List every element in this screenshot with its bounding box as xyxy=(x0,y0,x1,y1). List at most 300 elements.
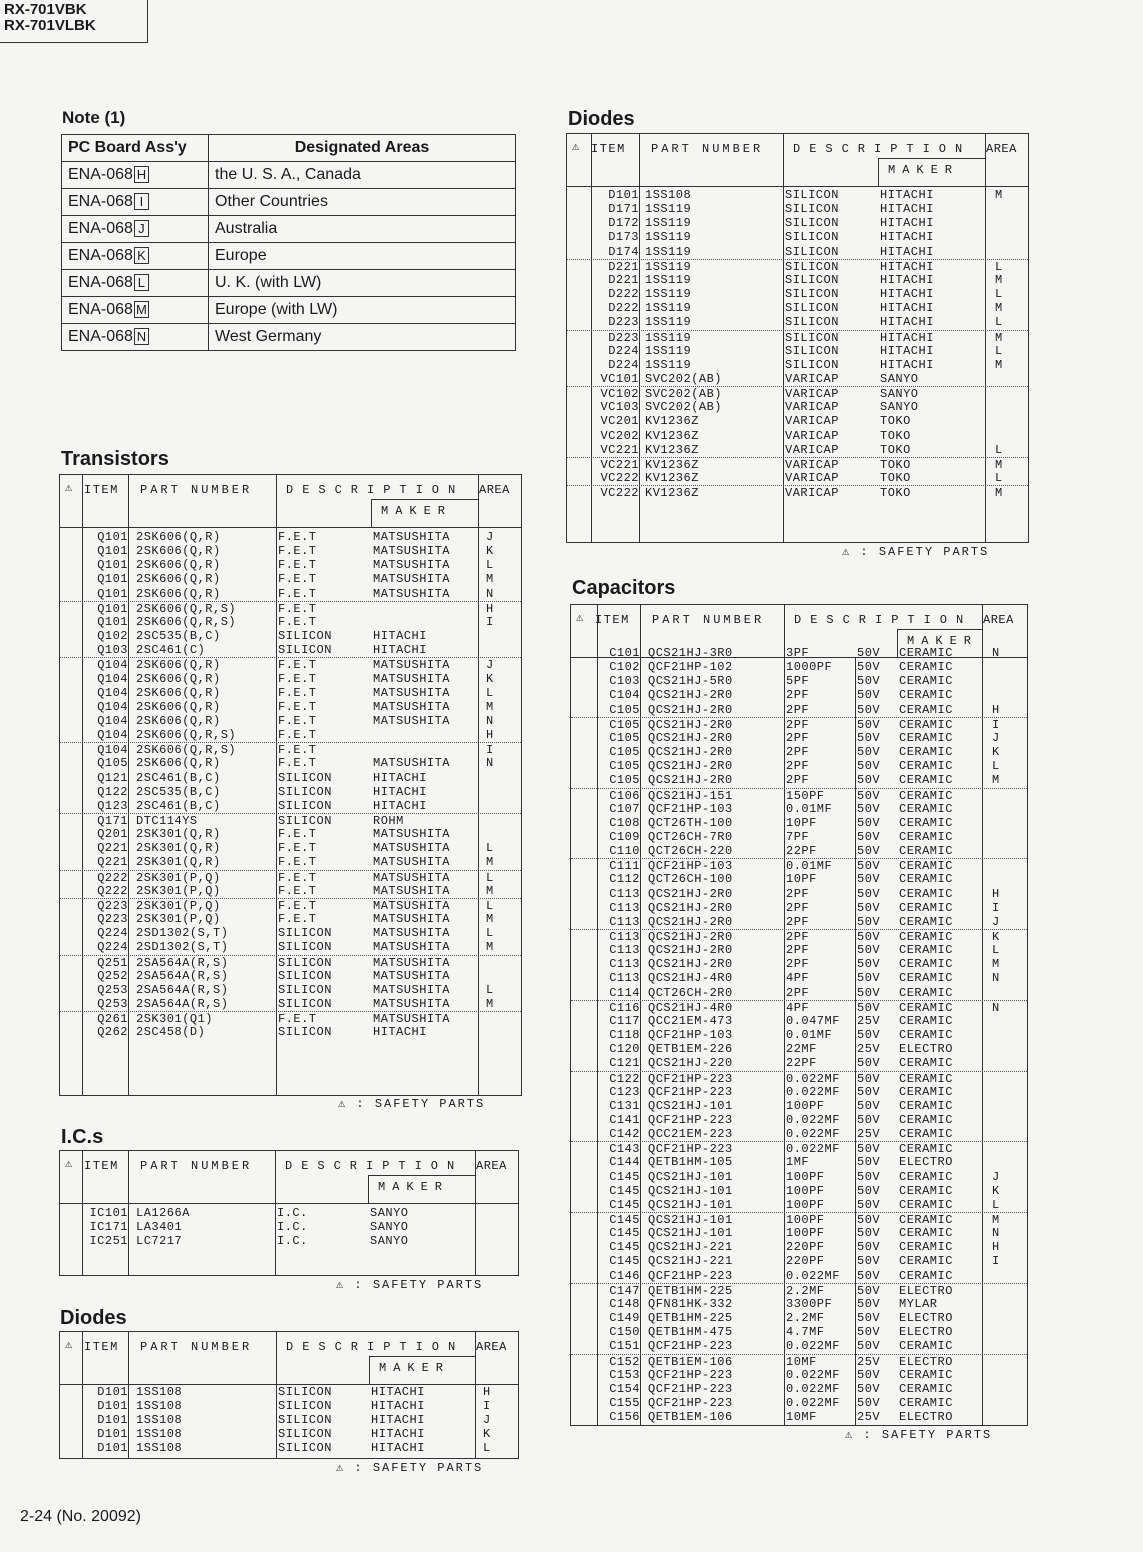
item-cell: IC251 xyxy=(89,1234,128,1248)
table-row xyxy=(571,1099,1027,1113)
voltage-cell: 50V xyxy=(857,872,881,887)
table-row xyxy=(60,969,521,983)
table-row xyxy=(571,957,1027,971)
part-number-cell: QCS21HJ-2R0 xyxy=(648,773,733,788)
voltage-cell: 50V xyxy=(857,801,881,816)
part-number-cell: 2SK606(Q,R) xyxy=(136,586,221,601)
voltage-cell: 50V xyxy=(857,717,881,732)
header-area: AREA xyxy=(476,1340,507,1354)
table-row xyxy=(571,1297,1027,1311)
area-cell: N xyxy=(486,756,494,771)
table-row xyxy=(60,572,521,586)
board-cell xyxy=(62,243,209,270)
table-row xyxy=(60,785,521,799)
transistors-title: Transistors xyxy=(61,448,169,470)
item-cell: C150 xyxy=(609,1325,640,1340)
col-board: PC Board Ass'y xyxy=(62,135,209,162)
description-cell: SILICON xyxy=(785,343,839,358)
type-cell: ELECTRO xyxy=(899,1042,953,1057)
table-row xyxy=(567,443,1028,457)
header-description: DESCRIPTION xyxy=(793,142,972,156)
maker-cell: HITACHI xyxy=(880,259,934,274)
maker-cell: HITACHI xyxy=(371,1427,425,1441)
type-cell: CERAMIC xyxy=(899,1183,953,1198)
maker-cell: HITACHI xyxy=(373,798,427,813)
description-cell: SILICON xyxy=(278,1413,332,1427)
item-cell: Q101 xyxy=(97,558,128,573)
table-row xyxy=(60,799,521,813)
item-cell: C113 xyxy=(609,930,640,944)
item-cell: C141 xyxy=(609,1112,640,1127)
type-cell: CERAMIC xyxy=(899,1197,953,1212)
value-cell: 0.022MF xyxy=(786,1112,840,1127)
item-cell: VC221 xyxy=(600,457,639,472)
part-number-cell: 2SK606(Q,R) xyxy=(136,658,221,673)
item-cell: C108 xyxy=(609,815,640,830)
area-cell: M xyxy=(992,773,1000,788)
item-cell: C145 xyxy=(609,1183,640,1198)
voltage-cell: 25V xyxy=(857,1127,881,1142)
part-number-cell: 2SK606(Q,R,S) xyxy=(136,743,237,758)
part-number-cell: KV1236Z xyxy=(645,457,699,472)
value-cell: 2PF xyxy=(786,985,810,1000)
item-cell: Q261 xyxy=(97,1012,128,1027)
description-cell: SILICON xyxy=(278,629,332,644)
voltage-cell: 50V xyxy=(857,646,881,660)
item-cell: VC222 xyxy=(600,486,639,501)
area-cell: L xyxy=(995,259,1003,274)
table-row xyxy=(60,1413,518,1427)
maker-cell: HITACHI xyxy=(371,1385,425,1399)
type-cell: CERAMIC xyxy=(899,829,953,844)
header-divider xyxy=(897,629,982,630)
area-cell: H xyxy=(486,601,494,616)
description-cell: SILICON xyxy=(278,1025,332,1040)
table-row xyxy=(60,870,521,885)
part-number-cell: QCS21HJ-2R0 xyxy=(648,730,733,745)
item-cell: Q262 xyxy=(97,1025,128,1040)
header-part-number: PART NUMBER xyxy=(140,483,253,497)
part-number-cell: 2SK301(Q,R) xyxy=(136,855,221,870)
voltage-cell: 50V xyxy=(857,1071,881,1086)
diodes-right-title: Diodes xyxy=(568,108,635,130)
value-cell: 10PF xyxy=(786,815,817,830)
item-cell: C113 xyxy=(609,971,640,986)
part-number-cell: QFN81HK-332 xyxy=(648,1296,733,1311)
value-cell: 0.047MF xyxy=(786,1013,840,1028)
header-area: AREA xyxy=(476,1159,507,1173)
description-cell: F.E.T xyxy=(278,898,317,913)
area-cell: K xyxy=(486,671,494,686)
table-row xyxy=(571,872,1027,886)
item-cell: Q104 xyxy=(97,743,128,758)
description-cell: VARICAP xyxy=(785,471,839,485)
voltage-cell: 50V xyxy=(857,1155,881,1170)
area-code: H xyxy=(134,166,149,183)
ics-table xyxy=(59,1150,519,1276)
part-number-cell: QCF21HP-223 xyxy=(648,1071,733,1086)
table-row xyxy=(571,1170,1027,1184)
maker-cell: MATSUSHITA xyxy=(373,572,451,587)
part-number-cell: 1SS119 xyxy=(645,202,692,217)
table-row xyxy=(571,1141,1027,1156)
value-cell: 0.022MF xyxy=(786,1084,840,1099)
maker-cell: TOKO xyxy=(880,428,911,443)
header-item: ITEM xyxy=(591,142,626,156)
type-cell: CERAMIC xyxy=(899,1226,953,1241)
voltage-cell: 50V xyxy=(857,1395,881,1410)
maker-cell: HITACHI xyxy=(371,1441,425,1455)
part-number-cell: QCF21HP-223 xyxy=(648,1112,733,1127)
header-divider xyxy=(878,158,985,159)
area-cell: M xyxy=(995,457,1003,472)
voltage-cell: 50V xyxy=(857,759,881,774)
description-cell: SILICON xyxy=(278,1399,332,1413)
value-cell: 1MF xyxy=(786,1155,810,1170)
board-number: ENA-068 xyxy=(68,166,133,183)
area-cell: M xyxy=(995,330,1003,345)
value-cell: 2PF xyxy=(786,702,810,717)
part-number-cell: QCS21HJ-2R0 xyxy=(648,943,733,958)
description-cell: SILICON xyxy=(785,272,839,287)
item-cell: C105 xyxy=(609,745,640,760)
table-row xyxy=(571,1198,1027,1212)
area-cell: Europe xyxy=(209,243,516,270)
part-number-cell: 2SK606(Q,R) xyxy=(136,685,221,700)
item-cell: C145 xyxy=(609,1197,640,1212)
part-number-cell: QCF21HP-103 xyxy=(648,859,733,874)
table-row xyxy=(571,1354,1027,1369)
area-cell: H xyxy=(992,1240,1000,1255)
table-row xyxy=(571,1240,1027,1254)
type-cell: CERAMIC xyxy=(899,930,953,944)
table-row xyxy=(60,700,521,714)
item-cell: Q253 xyxy=(97,982,128,997)
type-cell: CERAMIC xyxy=(899,985,953,1000)
area-cell: Australia xyxy=(209,216,516,243)
item-cell: Q102 xyxy=(97,629,128,644)
board-number: ENA-068 xyxy=(68,220,133,237)
maker-cell: HITACHI xyxy=(880,216,934,231)
item-cell: C120 xyxy=(609,1042,640,1057)
area-cell: K xyxy=(992,745,1000,760)
table-row xyxy=(60,983,521,997)
part-number-cell: QCS21HJ-2R0 xyxy=(648,717,733,732)
area-code: J xyxy=(134,220,149,237)
value-cell: 100PF xyxy=(786,1213,825,1227)
part-number-cell: KV1236Z xyxy=(645,471,699,485)
part-number-cell: KV1236Z xyxy=(645,486,699,501)
table-row xyxy=(60,544,521,558)
area-cell: H xyxy=(992,886,1000,901)
description-cell: SILICON xyxy=(785,330,839,345)
description-cell: F.E.T xyxy=(278,699,317,714)
part-number-cell: DTC114YS xyxy=(136,814,198,828)
type-cell: CERAMIC xyxy=(899,1112,953,1127)
part-number-cell: 1SS108 xyxy=(136,1441,183,1455)
area-cell: H xyxy=(486,728,494,743)
description-cell: I.C. xyxy=(277,1206,308,1220)
header-divider xyxy=(369,1356,475,1357)
part-number-cell: QCF21HP-223 xyxy=(648,1367,733,1382)
part-number-cell: QCT26TH-100 xyxy=(648,815,733,830)
part-number-cell: QCF21HP-223 xyxy=(648,1268,733,1283)
description-cell: F.E.T xyxy=(278,530,317,544)
area-code: L xyxy=(134,274,149,291)
value-cell: 3300PF xyxy=(786,1296,833,1311)
voltage-cell: 50V xyxy=(857,1197,881,1212)
description-cell: SILICON xyxy=(278,1441,332,1455)
part-number-cell: 2SK606(Q,R) xyxy=(136,699,221,714)
item-cell: Q221 xyxy=(97,855,128,870)
maker-cell: MATSUSHITA xyxy=(373,827,451,842)
part-number-cell: QCS21HJ-101 xyxy=(648,1197,733,1212)
value-cell: 2PF xyxy=(786,759,810,774)
item-cell: C131 xyxy=(609,1098,640,1113)
part-number-cell: QCS21HJ-151 xyxy=(648,788,733,803)
table-row xyxy=(60,1011,521,1026)
note-table xyxy=(61,134,516,351)
part-number-cell: QCF21HP-223 xyxy=(648,1381,733,1396)
part-number-cell: 2SK606(Q,R,S) xyxy=(136,614,237,629)
part-number-cell: QCS21HJ-5R0 xyxy=(648,674,733,689)
part-number-cell: KV1236Z xyxy=(645,414,699,429)
item-cell: D101 xyxy=(608,188,639,202)
type-cell: CERAMIC xyxy=(899,971,953,986)
voltage-cell: 50V xyxy=(857,930,881,944)
description-cell: SILICON xyxy=(785,244,839,259)
area-cell: I xyxy=(483,1399,491,1413)
table-row xyxy=(571,1000,1027,1015)
item-cell: C145 xyxy=(609,1240,640,1255)
value-cell: 220PF xyxy=(786,1240,825,1255)
table-row xyxy=(571,773,1027,787)
safety-note: ⚠ : SAFETY PARTS xyxy=(845,1428,993,1442)
area-cell: J xyxy=(992,730,1000,745)
header-item: ITEM xyxy=(84,1340,119,1354)
description-cell: F.E.T xyxy=(278,870,317,885)
value-cell: 1000PF xyxy=(786,660,833,675)
value-cell: 0.022MF xyxy=(786,1071,840,1086)
part-number-cell: 2SK606(Q,R) xyxy=(136,756,221,771)
item-cell: Q223 xyxy=(97,912,128,927)
description-cell: SILICON xyxy=(278,784,332,799)
table-row xyxy=(60,1441,518,1455)
part-number-cell: 2SK606(Q,R,S) xyxy=(136,601,237,616)
item-cell: Q101 xyxy=(97,586,128,601)
item-cell: Q222 xyxy=(97,870,128,885)
table-row xyxy=(60,841,521,855)
area-cell: M xyxy=(995,188,1003,202)
type-cell: CERAMIC xyxy=(899,886,953,901)
voltage-cell: 50V xyxy=(857,829,881,844)
area-cell: J xyxy=(992,914,1000,929)
table-row xyxy=(571,646,1027,660)
table-row xyxy=(567,485,1028,500)
diodes-left-title: Diodes xyxy=(60,1307,127,1329)
item-cell: IC171 xyxy=(89,1220,128,1234)
item-cell: C149 xyxy=(609,1311,640,1326)
description-cell: SILICON xyxy=(278,1427,332,1441)
voltage-cell: 25V xyxy=(857,1354,881,1369)
area-cell: K xyxy=(483,1427,491,1441)
area-cell: J xyxy=(486,658,494,673)
value-cell: 100PF xyxy=(786,1226,825,1241)
part-number-cell: 1SS108 xyxy=(136,1399,183,1413)
header-divider xyxy=(369,1356,370,1384)
part-number-cell: 2SK606(Q,R,S) xyxy=(136,728,237,743)
area-cell: L xyxy=(995,343,1003,358)
item-cell: Q103 xyxy=(97,643,128,658)
voltage-cell: 50V xyxy=(857,1240,881,1255)
description-cell: I.C. xyxy=(277,1220,308,1234)
part-number-cell: 2SC535(B,C) xyxy=(136,784,221,799)
item-cell: C151 xyxy=(609,1339,640,1354)
area-cell: M xyxy=(992,1213,1000,1227)
table-row xyxy=(571,1254,1027,1268)
description-cell: SILICON xyxy=(785,216,839,231)
value-cell: 2PF xyxy=(786,957,810,972)
table-row xyxy=(571,901,1027,915)
part-number-cell: QCF21HP-223 xyxy=(648,1084,733,1099)
table-row xyxy=(571,943,1027,957)
voltage-cell: 25V xyxy=(857,1013,881,1028)
table-row xyxy=(571,731,1027,745)
voltage-cell: 50V xyxy=(857,1142,881,1157)
type-cell: CERAMIC xyxy=(899,859,953,874)
voltage-cell: 50V xyxy=(857,844,881,859)
part-number-cell: 2SK606(Q,R) xyxy=(136,530,221,544)
type-cell: CERAMIC xyxy=(899,943,953,958)
type-cell: CERAMIC xyxy=(899,900,953,915)
voltage-cell: 50V xyxy=(857,1169,881,1184)
part-number-cell: 1SS108 xyxy=(645,188,692,202)
model-name: RX-701VLBK xyxy=(4,17,96,34)
table-row xyxy=(571,1368,1027,1382)
table-row xyxy=(571,830,1027,844)
area-cell: M xyxy=(486,883,494,898)
area-cell: N xyxy=(486,713,494,728)
area-cell: L xyxy=(995,442,1003,457)
value-cell: 10MF xyxy=(786,1410,817,1425)
table-row xyxy=(571,759,1027,773)
description-cell: SILICON xyxy=(785,301,839,316)
description-cell: F.E.T xyxy=(278,614,317,629)
description-cell: F.E.T xyxy=(278,544,317,559)
item-cell: D223 xyxy=(608,315,639,330)
diodes-right-table xyxy=(566,133,1029,543)
area-cell: M xyxy=(486,699,494,714)
area-cell: K xyxy=(992,1183,1000,1198)
value-cell: 2PF xyxy=(786,943,810,958)
value-cell: 0.01MF xyxy=(786,859,833,874)
part-number-cell: 2SA564A(R,S) xyxy=(136,982,229,997)
maker-cell: HITACHI xyxy=(880,315,934,330)
voltage-cell: 50V xyxy=(857,660,881,675)
part-number-cell: SVC202(AB) xyxy=(645,400,723,415)
part-number-cell: QETB1HM-225 xyxy=(648,1311,733,1326)
item-cell: C123 xyxy=(609,1084,640,1099)
table-row xyxy=(60,1206,518,1220)
item-cell: D224 xyxy=(608,343,639,358)
table-row xyxy=(571,688,1027,702)
item-cell: C113 xyxy=(609,886,640,901)
part-number-cell: 1SS119 xyxy=(645,330,692,345)
maker-cell: ROHM xyxy=(373,814,404,828)
value-cell: 150PF xyxy=(786,788,825,803)
part-number-cell: QCF21HP-223 xyxy=(648,1395,733,1410)
item-cell: C113 xyxy=(609,957,640,972)
type-cell: CERAMIC xyxy=(899,1213,953,1227)
part-number-cell: 1SS119 xyxy=(645,272,692,287)
header-maker: MAKER xyxy=(888,163,960,177)
part-number-cell: 1SS119 xyxy=(645,259,692,274)
table-row xyxy=(571,703,1027,717)
table-row xyxy=(60,955,521,970)
item-cell: C156 xyxy=(609,1410,640,1425)
item-cell: C118 xyxy=(609,1028,640,1043)
type-cell: CERAMIC xyxy=(899,914,953,929)
type-cell: CERAMIC xyxy=(899,1000,953,1015)
board-cell xyxy=(62,297,209,324)
item-cell: VC222 xyxy=(600,471,639,485)
part-number-cell: 2SK301(Q1) xyxy=(136,1012,214,1027)
note-row xyxy=(62,243,516,270)
voltage-cell: 50V xyxy=(857,815,881,830)
table-row xyxy=(60,615,521,629)
table-row xyxy=(571,674,1027,688)
item-cell: C147 xyxy=(609,1283,640,1298)
type-cell: CERAMIC xyxy=(899,844,953,859)
item-cell: C144 xyxy=(609,1155,640,1170)
value-cell: 2PF xyxy=(786,886,810,901)
item-cell: Q101 xyxy=(97,530,128,544)
maker-cell: TOKO xyxy=(880,471,911,485)
table-row xyxy=(60,1025,521,1039)
header-part-number: PART NUMBER xyxy=(140,1340,253,1354)
description-cell: SILICON xyxy=(278,926,332,941)
item-cell: D172 xyxy=(608,216,639,231)
value-cell: 2PF xyxy=(786,930,810,944)
voltage-cell: 50V xyxy=(857,788,881,803)
part-number-cell: QCS21HJ-4R0 xyxy=(648,971,733,986)
type-cell: CERAMIC xyxy=(899,702,953,717)
part-number-cell: 2SC461(C) xyxy=(136,643,206,658)
maker-cell: HITACHI xyxy=(880,230,934,245)
table-row xyxy=(567,400,1028,414)
value-cell: 2PF xyxy=(786,900,810,915)
area-cell: M xyxy=(995,486,1003,501)
voltage-cell: 50V xyxy=(857,1311,881,1326)
part-number-cell: QETB1HM-105 xyxy=(648,1155,733,1170)
table-row xyxy=(60,558,521,572)
item-cell: C143 xyxy=(609,1142,640,1157)
area-cell: M xyxy=(486,572,494,587)
area-cell: J xyxy=(992,1169,1000,1184)
part-number-cell: QCS21HJ-2R0 xyxy=(648,759,733,774)
voltage-cell: 50V xyxy=(857,1339,881,1354)
item-cell: C145 xyxy=(609,1213,640,1227)
part-number-cell: 2SK301(Q,R) xyxy=(136,827,221,842)
value-cell: 0.022MF xyxy=(786,1381,840,1396)
part-number-cell: 1SS119 xyxy=(645,315,692,330)
table-row xyxy=(60,898,521,913)
voltage-cell: 50V xyxy=(857,773,881,788)
maker-cell: MATSUSHITA xyxy=(373,855,451,870)
value-cell: 2PF xyxy=(786,717,810,732)
item-cell: C109 xyxy=(609,829,640,844)
description-cell: F.E.T xyxy=(278,558,317,573)
